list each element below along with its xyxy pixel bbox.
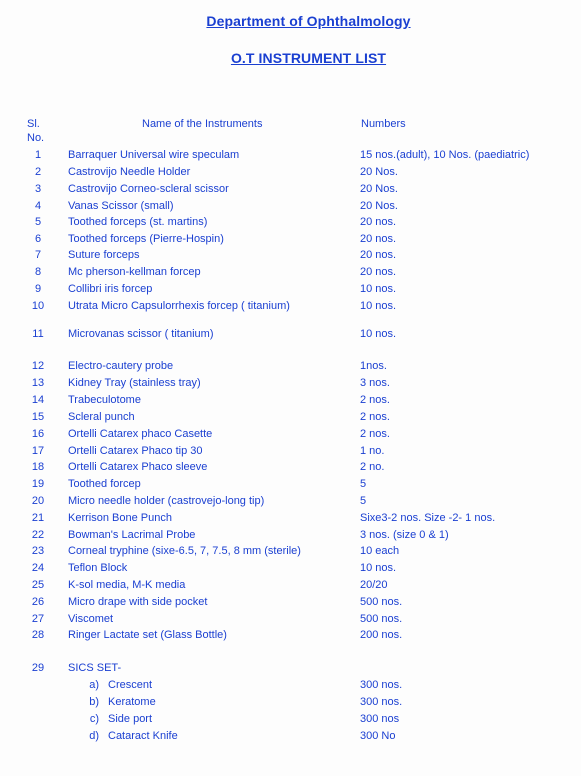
serial-number: 25 xyxy=(31,579,45,591)
serial-number: 12 xyxy=(31,360,45,372)
table-row xyxy=(0,594,581,610)
table-row xyxy=(0,409,581,425)
instrument-name: Castrovijo Corneo-scleral scissor xyxy=(68,183,229,195)
instrument-name: Ortelli Catarex Phaco tip 30 xyxy=(68,445,203,457)
table-row xyxy=(0,375,581,391)
table-row xyxy=(0,247,581,263)
instrument-quantity: 20/20 xyxy=(360,579,388,591)
instrument-name: K-sol media, M-K media xyxy=(68,579,186,591)
serial-number: 10 xyxy=(31,300,45,312)
instrument-name: Micro needle holder (castrovejo-long tip) xyxy=(68,495,265,507)
table-row xyxy=(0,543,581,559)
instrument-name: Suture forceps xyxy=(68,249,140,261)
instrument-quantity: 5 xyxy=(360,478,367,490)
instrument-name: Toothed forceps (st. martins) xyxy=(68,216,208,228)
instrument-quantity: 10 nos. xyxy=(360,562,397,574)
serial-number: 17 xyxy=(31,445,45,457)
sub-item-name: Side port xyxy=(108,713,153,725)
instrument-quantity: 500 nos. xyxy=(360,596,403,608)
instrument-quantity: 20 Nos. xyxy=(360,166,398,178)
instrument-name: Corneal tryphine (sixe-6.5, 7, 7.5, 8 mm (sterile) xyxy=(68,545,301,557)
instrument-quantity: 2 nos. xyxy=(360,411,390,423)
serial-number: 6 xyxy=(34,233,42,245)
instrument-quantity: 5 xyxy=(360,495,367,507)
list-title: O.T INSTRUMENT LIST xyxy=(230,50,387,66)
instrument-quantity: 3 nos. xyxy=(360,377,390,389)
serial-number: 14 xyxy=(31,394,45,406)
table-row xyxy=(0,392,581,408)
instrument-quantity: 10 nos. xyxy=(360,300,397,312)
instrument-name: Toothed forceps (Pierre-Hospin) xyxy=(68,233,224,245)
instrument-quantity: 2 no. xyxy=(360,461,385,473)
table-row xyxy=(0,281,581,297)
table-row xyxy=(0,358,581,374)
sics-set-row xyxy=(0,711,581,727)
serial-number: 22 xyxy=(31,529,45,541)
serial-number: 8 xyxy=(34,266,42,278)
table-row xyxy=(0,660,581,676)
table-row xyxy=(0,577,581,593)
instrument-quantity: 20 nos. xyxy=(360,233,397,245)
table-row xyxy=(0,476,581,492)
serial-number: 4 xyxy=(34,200,42,212)
sics-set-row xyxy=(0,694,581,710)
table-row xyxy=(0,611,581,627)
table-row xyxy=(0,181,581,197)
instrument-quantity: 2 nos. xyxy=(360,428,390,440)
instrument-name: Collibri iris forcep xyxy=(68,283,153,295)
sics-set-row xyxy=(0,728,581,744)
instrument-name: Micro drape with side pocket xyxy=(68,596,208,608)
table-row xyxy=(0,510,581,526)
instrument-name: Kidney Tray (stainless tray) xyxy=(68,377,201,389)
instrument-quantity: 10 each xyxy=(360,545,400,557)
instrument-name: Microvanas scissor ( titanium) xyxy=(68,328,214,340)
serial-number: 2 xyxy=(34,166,42,178)
instrument-quantity: 1nos. xyxy=(360,360,387,372)
table-row xyxy=(0,527,581,543)
serial-number: 7 xyxy=(34,249,42,261)
department-title: Department of Ophthalmology xyxy=(206,13,411,29)
instrument-name: Utrata Micro Capsulorrhexis forcep ( titanium) xyxy=(68,300,290,312)
sub-item-letter: c) xyxy=(89,713,99,725)
table-row xyxy=(0,326,581,342)
table-row xyxy=(0,164,581,180)
instrument-name: Electro-cautery probe xyxy=(68,360,174,372)
instrument-quantity: 20 nos. xyxy=(360,266,397,278)
instrument-quantity: 20 Nos. xyxy=(360,183,398,195)
table-row xyxy=(0,298,581,314)
instrument-name: Bowman's Lacrimal Probe xyxy=(68,529,196,541)
sub-item-quantity: 300 nos xyxy=(360,713,400,725)
serial-number: 27 xyxy=(31,613,45,625)
sub-item-letter: a) xyxy=(89,679,99,691)
sub-item-name: Keratome xyxy=(108,696,156,708)
instrument-quantity: 3 nos. (size 0 & 1) xyxy=(360,529,449,541)
serial-number: 23 xyxy=(31,545,45,557)
serial-number: 13 xyxy=(31,377,45,389)
instrument-name: Vanas Scissor (small) xyxy=(68,200,174,212)
sub-item-quantity: 300 nos. xyxy=(360,696,403,708)
instrument-name: Scleral punch xyxy=(68,411,135,423)
sub-item-name: Cataract Knife xyxy=(108,730,178,742)
instrument-quantity: 20 nos. xyxy=(360,216,397,228)
table-row xyxy=(0,214,581,230)
instrument-quantity: 2 nos. xyxy=(360,394,390,406)
serial-number: 3 xyxy=(34,183,42,195)
table-row xyxy=(0,443,581,459)
serial-number: 29 xyxy=(31,662,45,674)
instrument-name: Ringer Lactate set (Glass Bottle) xyxy=(68,629,227,641)
serial-number: 26 xyxy=(31,596,45,608)
sub-item-quantity: 300 No xyxy=(360,730,396,742)
table-row xyxy=(0,426,581,442)
instrument-quantity: 10 nos. xyxy=(360,328,397,340)
column-header-sl-line1: Sl. xyxy=(27,118,40,130)
table-row xyxy=(0,147,581,163)
serial-number: 28 xyxy=(31,629,45,641)
instrument-quantity: 500 nos. xyxy=(360,613,403,625)
instrument-name: Trabeculotome xyxy=(68,394,141,406)
sub-item-name: Crescent xyxy=(108,679,153,691)
instrument-name: Viscomet xyxy=(68,613,114,625)
serial-number: 11 xyxy=(32,328,44,340)
column-header-sl xyxy=(27,117,44,145)
sub-item-quantity: 300 nos. xyxy=(360,679,403,691)
table-row xyxy=(0,560,581,576)
serial-number: 15 xyxy=(31,411,45,423)
column-header-name: Name of the Instruments xyxy=(142,118,263,130)
instrument-quantity: 20 nos. xyxy=(360,249,397,261)
instrument-quantity: 10 nos. xyxy=(360,283,397,295)
instrument-name: Barraquer Universal wire speculam xyxy=(68,149,240,161)
column-header-numbers: Numbers xyxy=(361,118,406,130)
instrument-quantity: 200 nos. xyxy=(360,629,403,641)
instrument-name: Ortelli Catarex Phaco sleeve xyxy=(68,461,208,473)
serial-number: 21 xyxy=(31,512,45,524)
instrument-name: Ortelli Catarex phaco Casette xyxy=(68,428,213,440)
instrument-name: Mc pherson-kellman forcep xyxy=(68,266,201,278)
table-row xyxy=(0,459,581,475)
sub-item-letter: d) xyxy=(89,730,99,742)
table-row xyxy=(0,198,581,214)
serial-number: 19 xyxy=(31,478,45,490)
instrument-quantity: 20 Nos. xyxy=(360,200,398,212)
sub-item-letter: b) xyxy=(89,696,99,708)
serial-number: 20 xyxy=(31,495,45,507)
sics-set-row xyxy=(0,677,581,693)
serial-number: 1 xyxy=(34,149,42,161)
instrument-name: Toothed forcep xyxy=(68,478,141,490)
instrument-name: SICS SET- xyxy=(68,662,122,674)
table-row xyxy=(0,231,581,247)
table-row xyxy=(0,264,581,280)
instrument-quantity: 15 nos.(adult), 10 Nos. (paediatric) xyxy=(360,149,530,161)
serial-number: 24 xyxy=(31,562,45,574)
serial-number: 18 xyxy=(31,461,45,473)
table-row xyxy=(0,627,581,643)
table-row xyxy=(0,493,581,509)
instrument-name: Castrovijo Needle Holder xyxy=(68,166,191,178)
column-header-sl-line2: No. xyxy=(27,132,45,144)
serial-number: 5 xyxy=(34,216,42,228)
serial-number: 16 xyxy=(31,428,45,440)
instrument-quantity: 1 no. xyxy=(360,445,385,457)
instrument-quantity: Sixe3-2 nos. Size -2- 1 nos. xyxy=(360,512,496,524)
instrument-name: Teflon Block xyxy=(68,562,128,574)
instrument-name: Kerrison Bone Punch xyxy=(68,512,172,524)
serial-number: 9 xyxy=(34,283,42,295)
